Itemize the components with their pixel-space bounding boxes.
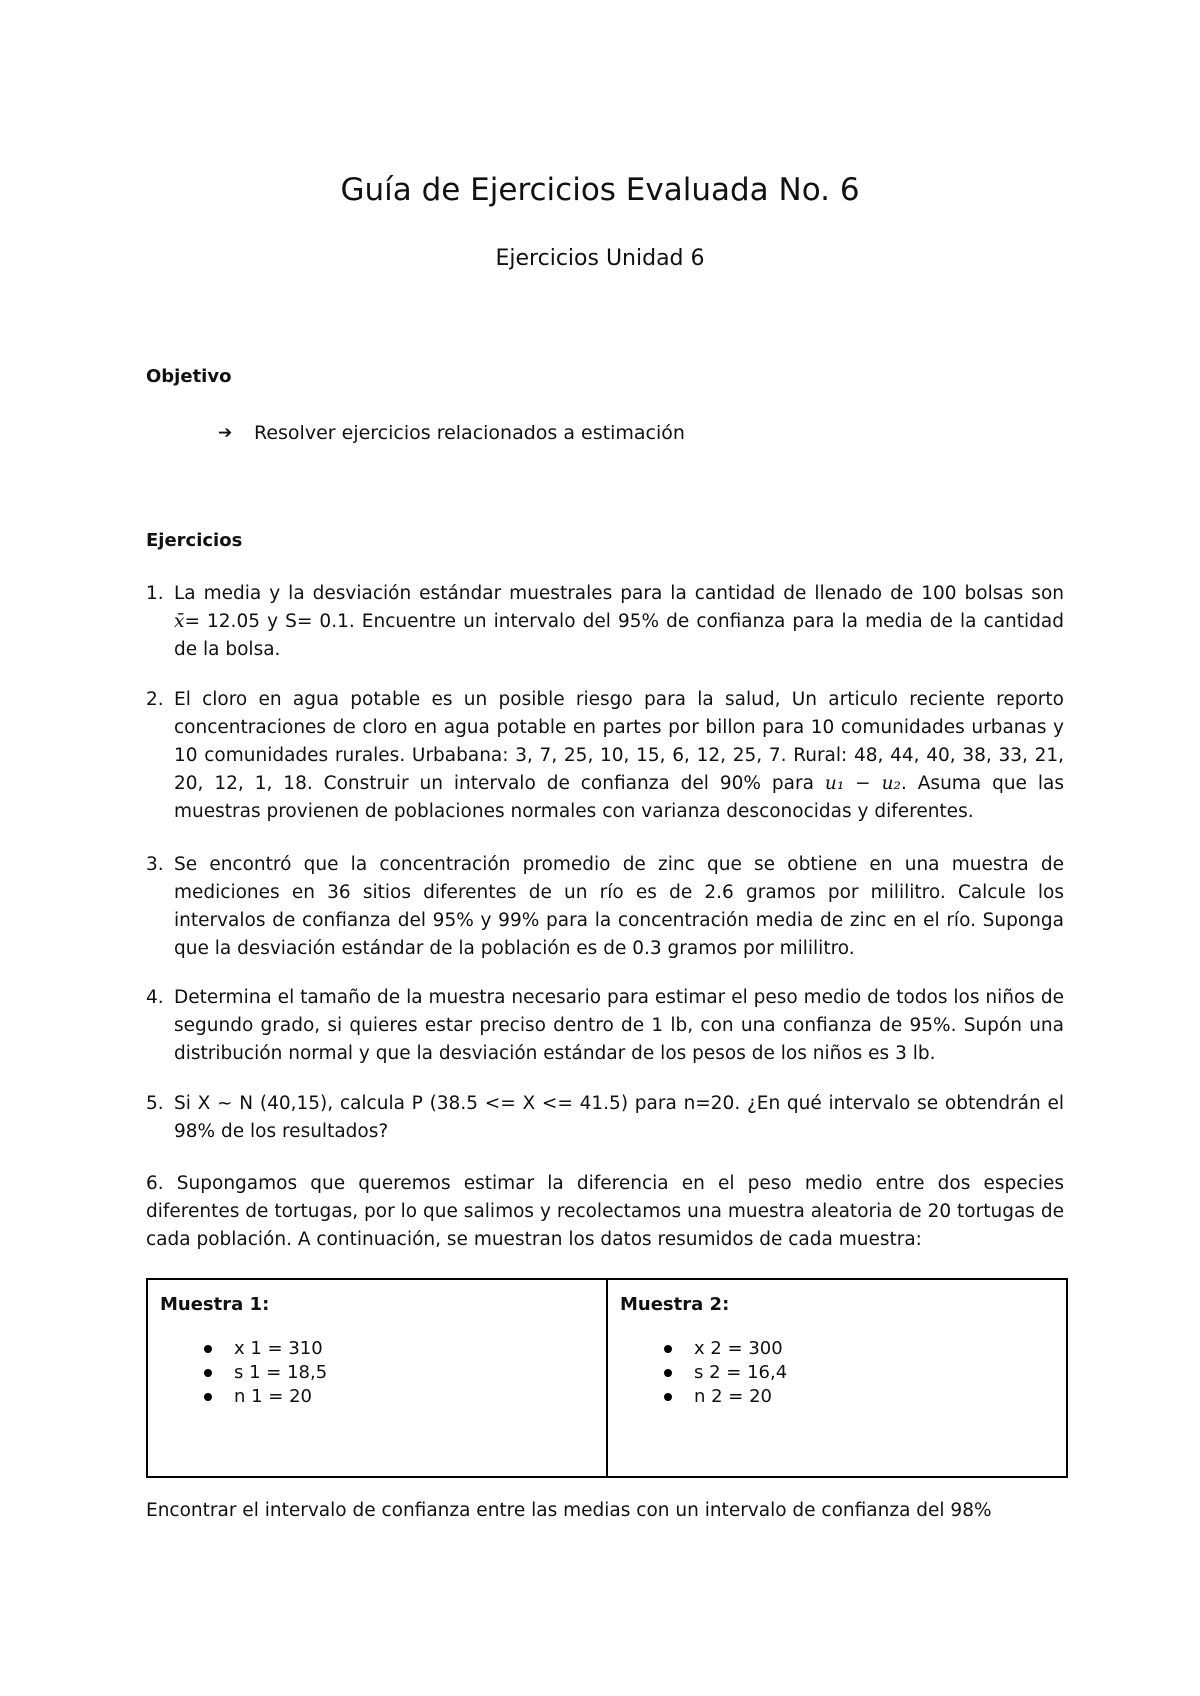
math-expression: x̄ xyxy=(174,611,185,632)
exercise-3 xyxy=(146,851,1064,963)
exercises-heading: Ejercicios xyxy=(146,530,243,551)
exercise-number: 6. xyxy=(146,1173,164,1194)
sample-1-title: Muestra 1: xyxy=(160,1294,270,1315)
exercise-number: 5. xyxy=(146,1093,164,1114)
list-item: s 1 = 18,5 xyxy=(204,1361,594,1385)
exercise-text: Si X ~ N (40,15), calcula P (38.5 <= X <= 41.5) para n=20. ¿En qué intervalo se obtendrán el 98% de los resultados? xyxy=(174,1093,1064,1142)
exercise-number: 4. xyxy=(146,987,164,1008)
objective-text: Resolver ejercicios relacionados a estimación xyxy=(254,422,685,444)
exercise-text: El cloro en agua potable es un posible riesgo para la salud, Un articulo reciente reporto concentraciones de cloro en agua potable en partes por billon para 10 comunidades urbanas y 10 comunidades rurales. Urbabana: 3, 7, 25, 10, 15, 6, 12, 25, 7. Rural: 48, 44, 40, 38, 33, 21, 20, 12, 1, 18. Construir un intervalo de confianza del 90% para xyxy=(174,689,1064,794)
exercise-text: La media y la desviación estándar muestrales para la cantidad de llenado de 100 bolsas son xyxy=(174,583,1064,604)
exercise-number: 1. xyxy=(146,583,164,604)
page-title: Guía de Ejercicios Evaluada No. 6 xyxy=(340,172,860,208)
exercise-5 xyxy=(146,1090,1064,1146)
exercise-text: Determina el tamaño de la muestra necesario para estimar el peso medio de todos los niños de segundo grado, si quieres estar preciso dentro de 1 lb, con una confianza de 95%. Supón una distribución normal y que la desviación estándar de los pesos de los niños es 3 lb. xyxy=(174,987,1064,1064)
samples-table xyxy=(146,1278,1068,1478)
list-item: x 1 = 310 xyxy=(204,1337,594,1361)
exercise-text: = 12.05 y S= 0.1. Encuentre un intervalo del 95% de confianza para la media de la cantidad de la bolsa. xyxy=(174,611,1064,660)
list-item: x 2 = 300 xyxy=(664,1337,1054,1361)
page-subtitle: Ejercicios Unidad 6 xyxy=(495,246,705,271)
exercise-text: Supongamos que queremos estimar la diferencia en el peso medio entre dos especies diferentes de tortugas, por lo que salimos y recolectamos una muestra aleatoria de 20 tortugas de cada población. A continuación, se muestran los datos resumidos de cada muestra: xyxy=(146,1173,1064,1250)
exercise-text: Se encontró que la concentración promedio de zinc que se obtiene en una muestra de mediciones en 36 sitios diferentes de un río es de 2.6 gramos por mililitro. Calcule los intervalos de confianza del 95% y 99% para la concentración media de zinc en el río. Suponga que la desviación estándar de la población es de 0.3 gramos por mililitro. xyxy=(174,854,1064,959)
sample-2-cell xyxy=(607,1279,1067,1477)
exercise-6 xyxy=(146,1170,1064,1254)
sample-1-list xyxy=(160,1337,594,1409)
arrow-right-icon: ➔ xyxy=(218,423,233,443)
list-item: n 1 = 20 xyxy=(204,1385,594,1409)
exercise-2 xyxy=(146,686,1064,826)
objective-heading: Objetivo xyxy=(146,366,232,387)
sample-2-list xyxy=(620,1337,1054,1409)
exercise-1 xyxy=(146,580,1064,664)
sample-1-cell xyxy=(147,1279,607,1477)
list-item: s 2 = 16,4 xyxy=(664,1361,1054,1385)
sample-2-title: Muestra 2: xyxy=(620,1294,730,1315)
objective-item xyxy=(218,422,685,444)
list-item: n 2 = 20 xyxy=(664,1385,1054,1409)
exercise-number: 3. xyxy=(146,854,164,875)
exercise-text: . Asuma que las muestras provienen de poblaciones normales con varianza desconocidas y diferentes. xyxy=(174,773,1064,822)
final-instruction: Encontrar el intervalo de confianza entre las medias con un intervalo de confianza del 98% xyxy=(146,1500,992,1521)
exercise-number: 2. xyxy=(146,689,164,710)
exercise-4 xyxy=(146,984,1064,1068)
math-expression: u₁ − u₂ xyxy=(824,773,901,794)
